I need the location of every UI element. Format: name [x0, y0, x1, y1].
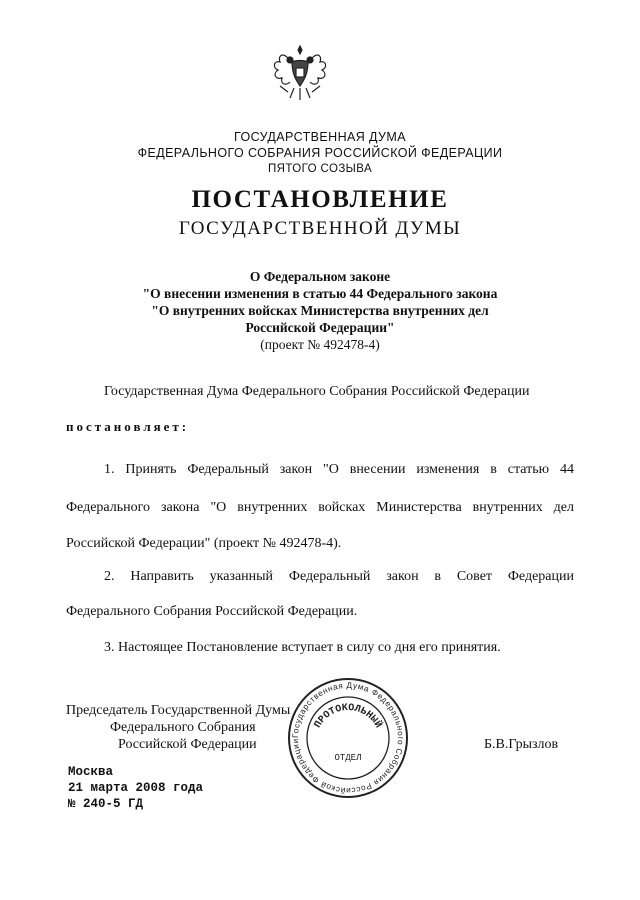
resolves-word: постановляет:: [66, 419, 190, 434]
footer-date: 21 марта 2008 года: [68, 781, 204, 795]
item-1-line: 1. Принять Федеральный закон "О внесении изменения в статью 44: [104, 462, 574, 477]
item-3-line: 3. Настоящее Постановление вступает в силу со дня его принятия.: [104, 640, 501, 655]
seal-center-arc: ПРОТОКОЛЬНЫЙ: [312, 702, 384, 731]
item-2-line: Федерального Собрания Российской Федерации.: [66, 604, 358, 619]
header-assembly: ФЕДЕРАЛЬНОГО СОБРАНИЯ РОССИЙСКОЙ ФЕДЕРАЦИИ: [137, 146, 503, 160]
document-subtitle: ГОСУДАРСТВЕННОЙ ДУМЫ: [178, 218, 462, 239]
header-convocation: ПЯТОГО СОЗЫВА: [267, 163, 373, 175]
signatory-name: Б.В.Грызлов: [484, 737, 559, 752]
law-project-number: (проект № 492478-4): [260, 337, 380, 352]
seal-center-label: ОТДЕЛ: [334, 753, 362, 763]
double-headed-eagle-icon: [268, 40, 332, 110]
item-2-line: 2. Направить указанный Федеральный закон в Совет Федерации: [104, 569, 574, 584]
signature-position-line: Российской Федерации: [118, 737, 257, 752]
signature-position-line: Председатель Государственной Думы: [66, 703, 291, 718]
footer-number: № 240-5 ГД: [68, 797, 144, 811]
signature-position-line: Федерального Собрания: [110, 720, 256, 735]
item-1-line: Российской Федерации" (проект № 492478-4).: [66, 536, 342, 551]
official-seal: [286, 676, 410, 800]
document-title: ПОСТАНОВЛЕНИЕ: [191, 186, 449, 213]
law-title-line: "О внесении изменения в статью 44 Федерального закона: [142, 286, 498, 301]
law-title: [60, 268, 580, 353]
footer-city: Москва: [68, 765, 114, 779]
law-title-line: О Федеральном законе: [249, 269, 391, 284]
svg-text:Государственная Дума Федеральн: [291, 681, 405, 795]
item-1-line: Федерального закона "О внутренних войсках Министерства внутренних дел: [66, 500, 574, 515]
header-duma: ГОСУДАРСТВЕННАЯ ДУМА: [234, 130, 406, 144]
seal-ring-text: Государственная Дума Федерального Собрания Российской Федерации: [290, 680, 406, 796]
preamble: Государственная Дума Федерального Собрания Российской Федерации: [104, 384, 530, 399]
law-title-line: Российской Федерации": [245, 320, 395, 335]
law-title-line: "О внутренних войсках Министерства внутренних дел: [151, 303, 489, 318]
